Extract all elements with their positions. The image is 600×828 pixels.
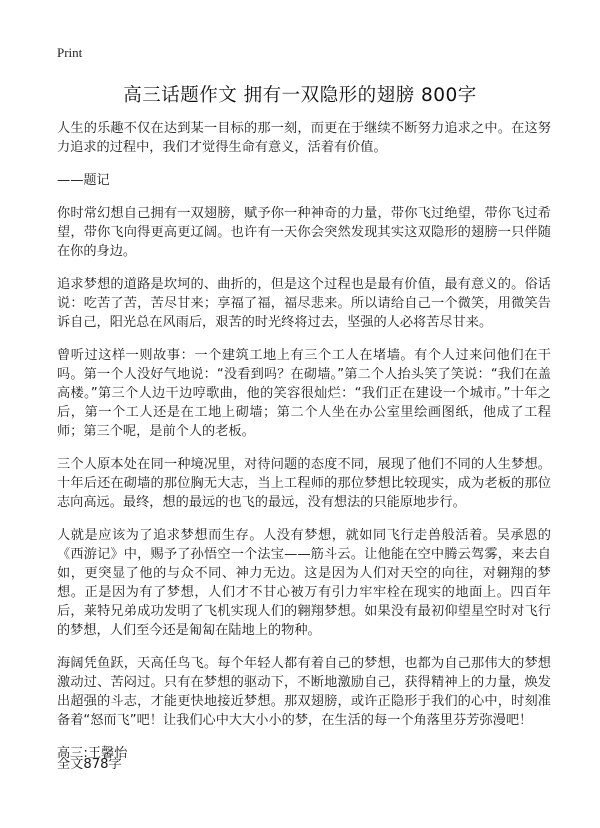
print-link[interactable]: Print [57,45,83,60]
epigraph-label: ——题记 [57,173,110,188]
author-line: 高三:王馨怡 [57,746,128,761]
paragraph-6: 海阔凭鱼跃，天高任鸟飞。每个年轻人都有着自己的梦想，也都为自己那伟大的梦想激动过、苦闷过。只有在梦想的驱动下，不断地激励自己，获得精神上的力量，焕发出超强的斗志，才能更快地接近梦想。那双翅膀，或许正隐形于我们的心中，时刻准备着“怒而飞”吧！让我们心中大大小小的梦，在生活的每一个角落里芬芳弥漫吧！ [57,656,551,728]
word-count: 全文878字 [57,757,122,772]
paragraph-5: 人就是应该为了追求梦想而生存。人没有梦想，就如同飞行走兽般活着。吴承恩的《西游记》中，赐予了孙悟空一个法宝——筋斗云。让他能在空中腾云驾雾，来去自如，更突显了他的与众不同、神力无边。这是因为人们对天空的向往，对翱翔的梦想。正是因为有了梦想，人们才不甘心被万有引力牢牢栓在现实的地面上。四百年后，莱特兄弟成功发明了飞机实现人们的翱翔梦想。如果没有最初仰望星空时对飞行的梦想，人们至今还是匍匐在陆地上的物种。 [57,528,551,638]
epigraph: 人生的乐趣不仅在达到某一目标的那一刻，而更在于继续不断努力追求之中。在这努力追求的过程中，我们才觉得生命有意义，活着有价值。 [57,121,551,155]
paragraph-2: 追求梦想的道路是坎坷的、曲折的，但是这个过程也是最有价值，最有意义的。俗话说：吃苦了苦，苦尽甘来；享福了福，福尽悲来。所以请给自己一个微笑，用微笑告诉自己，阳光总在风雨后，艰苦的时光终将过去，坚强的人必将苦尽甘来。 [57,277,551,330]
article-body [57,119,551,777]
paragraph-4: 三个人原本处在同一种境况里，对待问题的态度不同，展现了他们不同的人生梦想。十年后还在砌墙的那位胸无大志，当上工程师的那位梦想比较现实，成为老板的那位志向高远。最终，想的最远的也飞的最远，没有想法的只能原地步行。 [57,457,551,510]
article-title: 高三话题作文 拥有一双隐形的翅膀 800字 [123,85,477,106]
paragraph-1: 你时常幻想自己拥有一双翅膀，赋予你一种神奇的力量，带你飞过绝望，带你飞过希望，带你飞向得更高更辽阔。也许有一天你会突然发现其实这双隐形的翅膀一只伴随在你的身边。 [57,206,551,259]
paragraph-3: 曾听过这样一则故事：一个建筑工地上有三个工人在堵墙。有个人过来问他们在干吗。第一个人没好气地说：“没看到吗？在砌墙。”第二个人抬头笑了笑说：“我们在盖高楼。”第三个人边干边哼歌曲，他的笑容很灿烂：“我们正在建设一个城市。”十年之后，第一个工人还是在工地上砌墙；第二个人坐在办公室里绘画图纸，他成了工程师；第三个呢，是前个人的老板。 [57,348,551,439]
